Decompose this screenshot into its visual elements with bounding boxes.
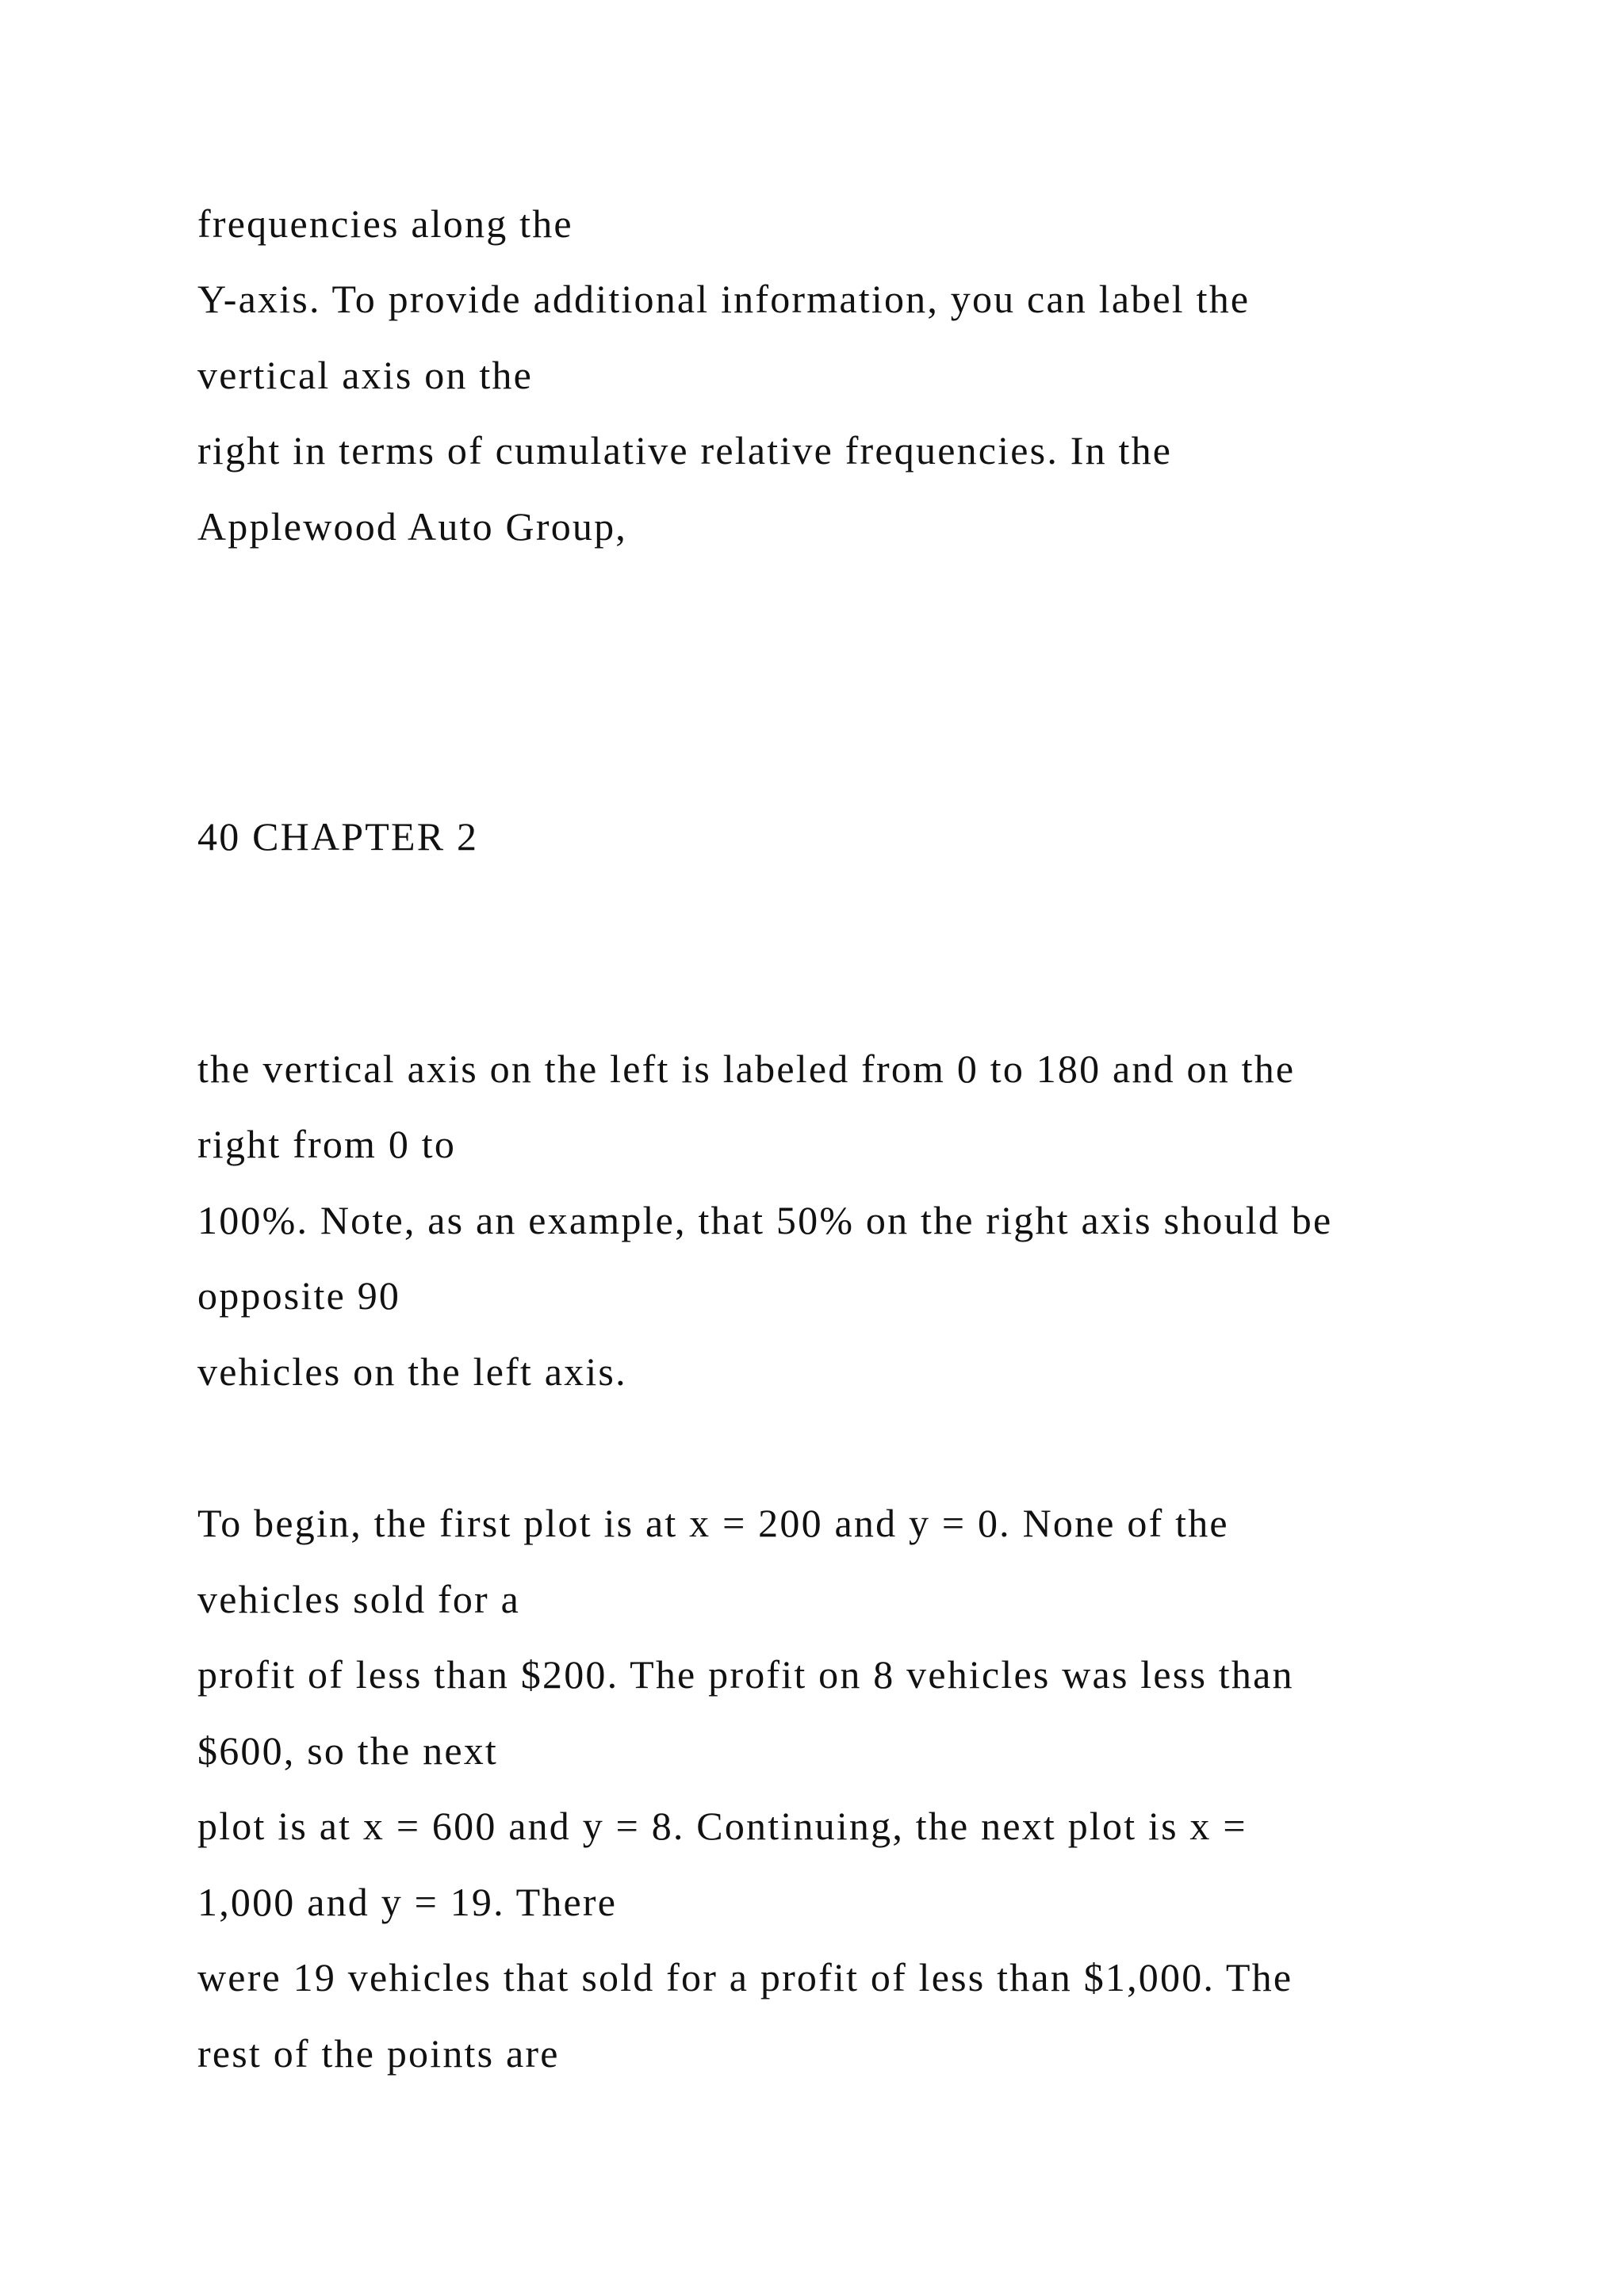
text-line: vehicles on the left axis.: [197, 1349, 627, 1394]
text-line: Y-axis. To provide additional information, you can label the: [197, 277, 1251, 321]
text-line: plot is at x = 600 and y = 8. Continuing, the next plot is x =: [197, 1804, 1247, 1848]
text-line: were 19 vehicles that sold for a profit of less than $1,000. The: [197, 1955, 1293, 1999]
text-line: rest of the points are: [197, 2031, 560, 2076]
text-line: profit of less than $200. The profit on 8 vehicles was less than: [197, 1652, 1294, 1697]
text-line: $600, so the next: [197, 1728, 499, 1773]
text-line: the vertical axis on the left is labeled from 0 to 180 and on the: [197, 1047, 1296, 1091]
text-line: opposite 90: [197, 1273, 401, 1318]
text-line: 100%. Note, as an example, that 50% on the right axis should be: [197, 1198, 1333, 1242]
text-line: Applewood Auto Group,: [197, 504, 628, 549]
page-header: 40 CHAPTER 2: [197, 814, 479, 859]
text-line: right from 0 to: [197, 1122, 457, 1166]
text-line: To begin, the first plot is at x = 200 and y = 0. None of the: [197, 1501, 1229, 1545]
text-line: frequencies along the: [197, 201, 573, 246]
text-line: right in terms of cumulative relative frequencies. In the: [197, 428, 1173, 473]
text-line: 1,000 and y = 19. There: [197, 1880, 618, 1924]
text-line: vehicles sold for a: [197, 1577, 520, 1621]
text-line: vertical axis on the: [197, 353, 534, 397]
